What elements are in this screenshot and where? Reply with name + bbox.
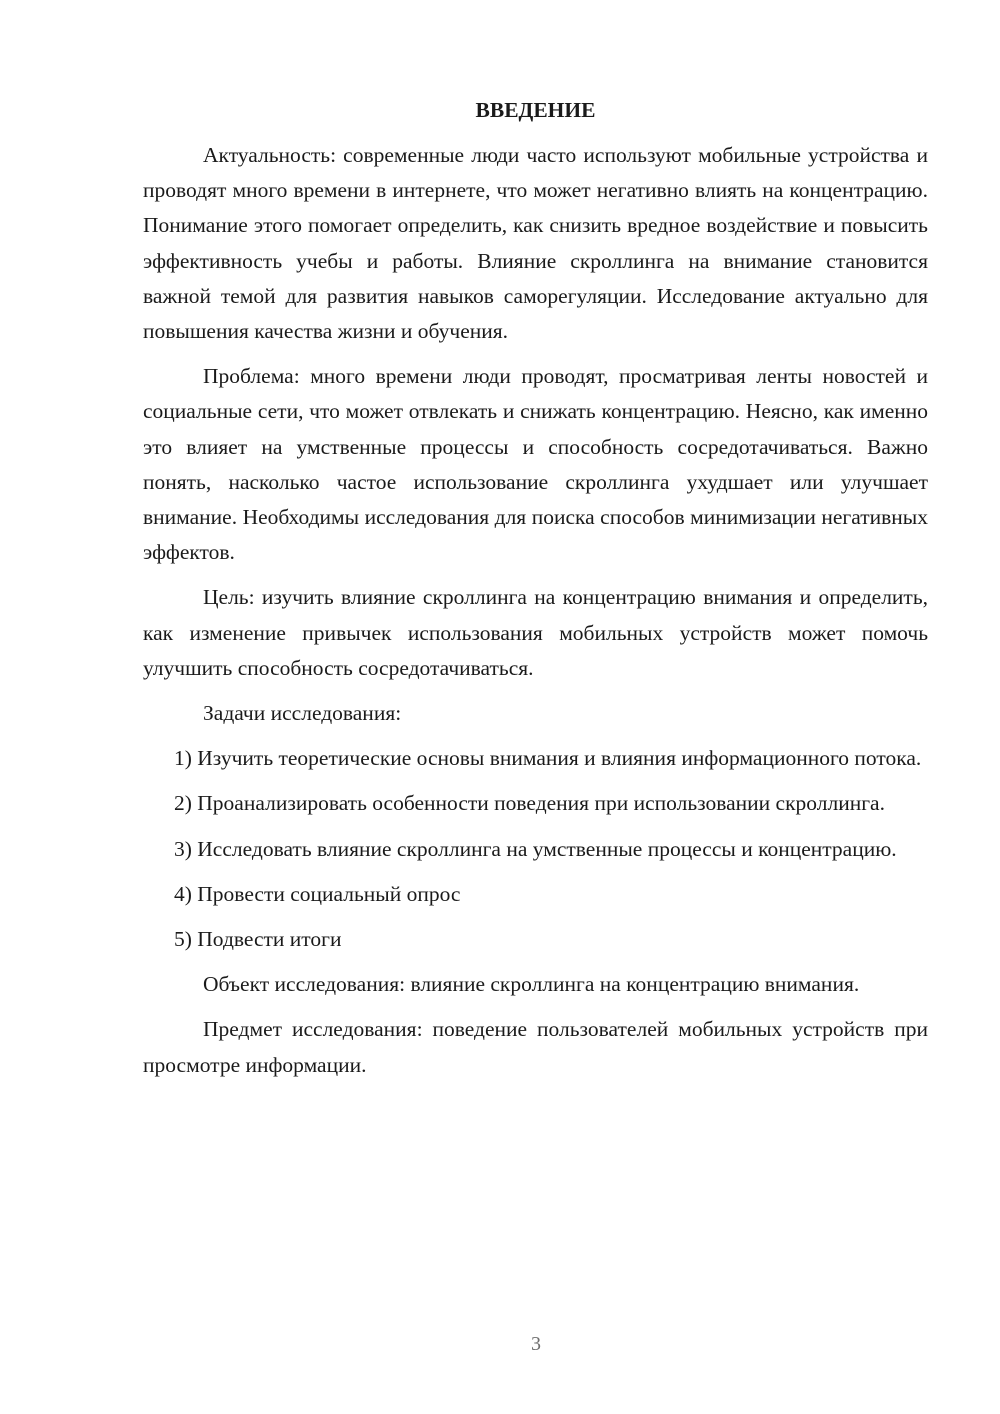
subject-paragraph: Предмет исследования: поведение пользователей мобильных устройств при просмотре информации. [143, 1017, 928, 1077]
task-item: 1) Изучить теоретические основы внимания и влияния информационного потока. [174, 746, 922, 771]
section-title: ВВЕДЕНИЕ [475, 98, 596, 122]
tasks-heading: Задачи исследования: [203, 701, 402, 726]
goal-paragraph: Цель: изучить влияние скроллинга на концентрацию внимания и определить, как изменение привычек использования мобильных устройств может помочь улучшить способность сосредотачиваться. [143, 585, 928, 680]
problem-paragraph: Проблема: много времени люди проводят, просматривая ленты новостей и социальные сети, что может отвлекать и снижать концентрацию. Неясно, как именно это влияет на умственные процессы и способность сосредотачиваться. Важно понять, насколько частое использование скроллинга ухудшает или улучшает внимание. Необходимы исследования для поиска способов минимизации негативных эффектов. [143, 364, 928, 565]
document-body [143, 92, 928, 1093]
task-item: 3) Исследовать влияние скроллинга на умственные процессы и концентрацию. [174, 836, 897, 861]
object-paragraph: Объект исследования: влияние скроллинга на концентрацию внимания. [203, 972, 860, 997]
task-item: 4) Провести социальный опрос [174, 881, 461, 906]
relevance-paragraph: Актуальность: современные люди часто используют мобильные устройства и проводят много времени в интернете, что может негативно влиять на концентрацию. Понимание этого помогает определить, как снизить вредное воздействие и повысить эффективность учебы и работы. Влияние скроллинга на внимание становится важной темой для развития навыков саморегуляции. Исследование актуально для повышения качества жизни и обучения. [143, 143, 928, 344]
task-item: 5) Подвести итоги [174, 927, 342, 952]
task-item: 2) Проанализировать особенности поведения при использовании скроллинга. [174, 791, 885, 816]
page-number: 3 [531, 1333, 541, 1355]
